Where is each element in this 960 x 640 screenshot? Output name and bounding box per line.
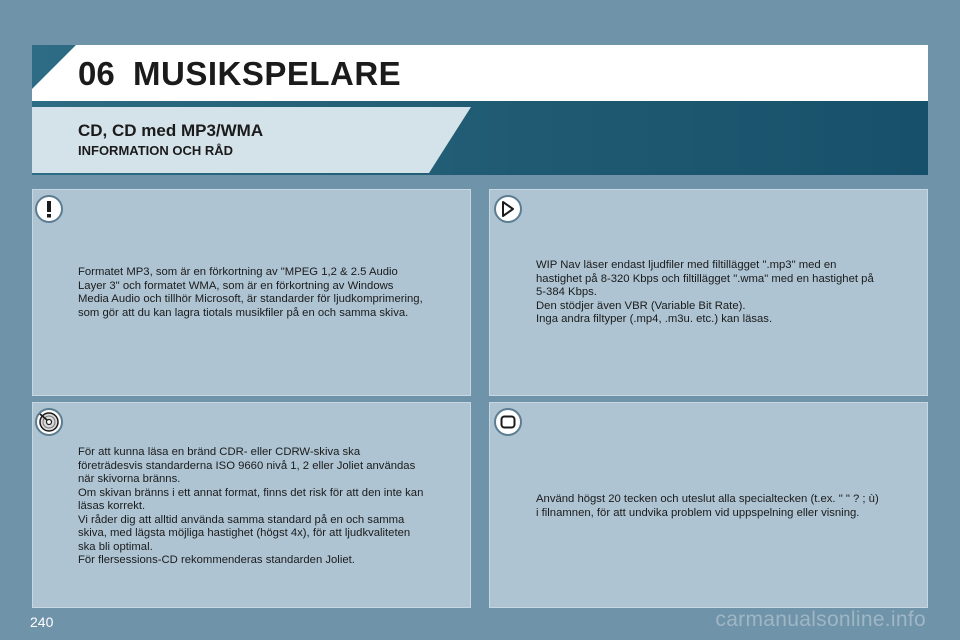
panel-text-cd-burning: För att kunna läsa en bränd CDR- eller CDRW-skiva ska företrädesvis standarderna ISO 9660 nivå 1, 2 eller Joliet användas när skivorna bränns. Om skivan bränns i ett annat format, finns det risk för att den inte kan läsas korrekt. Vi råder dig att alltid använda samma standard på en och samma skiva, med lägsta möjliga hastighet (högst 4x), för att ljudkvaliteten ska bli optimal. För flersessions-CD rekommenderas standarden Joliet. [78, 446, 424, 566]
chapter-number: 06 [78, 55, 115, 92]
play-triangle-icon [494, 195, 522, 223]
watermark: carmanualsonline.info [715, 608, 926, 631]
disc-icon [35, 408, 63, 436]
rounded-square-icon [494, 408, 522, 436]
page-number: 240 [30, 614, 54, 630]
panel-text-filenames: Använd högst 20 tecken och uteslut alla specialtecken (t.ex. " " ? ; ù) i filnamnen, för att undvika problem vid uppspelning eller visning. [536, 493, 879, 519]
section-subtitle: INFORMATION OCH RÅD [78, 143, 234, 158]
section-title: CD, CD med MP3/WMA [78, 121, 264, 140]
panel-text-file-support: WIP Nav läser endast ljudfiler med filtillägget ".mp3" med en hastighet på 8-320 Kbps och filtillägget ".wma" med en hastighet på 5-384 Kbps. Den stödjer även VBR (Variable Bit Rate). Inga andra filtyper (.mp4, .m3u. etc.) kan läsas. [536, 259, 874, 325]
exclamation-icon [35, 195, 63, 223]
chapter-title: MUSIKSPELARE [133, 55, 402, 92]
panel-text-mp3-format: Formatet MP3, som är en förkortning av "MPEG 1,2 & 2.5 Audio Layer 3" och formatet WMA, som är en förkortning av Windows Media Audio och tillhör Microsoft, är standarder för ljudkomprimering, som gör att du kan lagra tiotals musikfiler på en och samma skiva. [78, 266, 423, 319]
